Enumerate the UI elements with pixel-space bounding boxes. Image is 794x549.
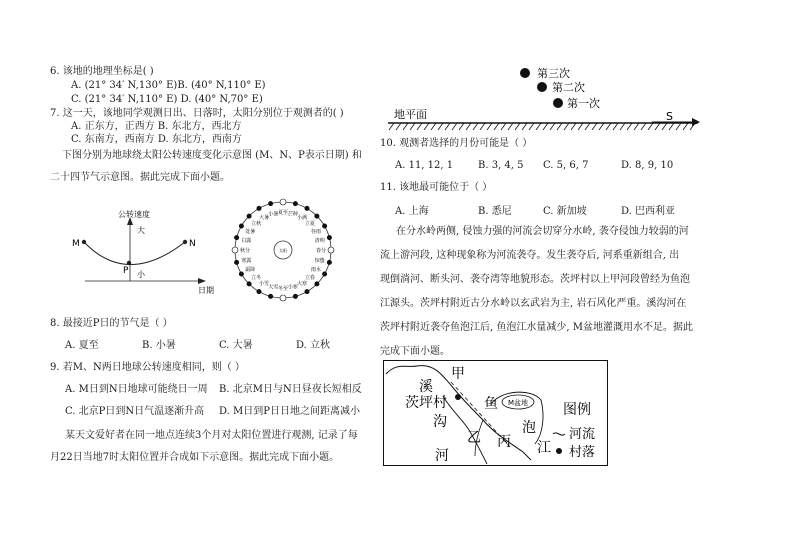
- direction-arrowhead: [692, 118, 700, 126]
- q8-option-b: B. 小暑: [142, 340, 176, 351]
- solar-term-label-11: 白露: [241, 238, 252, 245]
- map-label-gou: 沟: [433, 414, 447, 430]
- solar-term-label-7: 小暑: [268, 211, 279, 218]
- q11-option-b: B. 悉尼: [478, 206, 512, 217]
- earth-position-17: [268, 294, 272, 298]
- solar-term-label-4: 小满: [296, 215, 308, 222]
- q9-option-c: C. 北京P日到N日气温逐渐升高: [65, 406, 205, 417]
- q10-stem: 10. 观测者选择的月份可能是（ ）: [380, 138, 533, 149]
- q10-option-a: A. 11, 12, 1: [395, 160, 454, 171]
- passage-line2: 流上游河段, 这种现象称为河流袭夺。发生袭夺后, 河系重新组合, 出: [380, 250, 680, 261]
- q9-option-d: D. M日到P日日地之间距离减小: [219, 406, 360, 417]
- label-p: P: [123, 266, 129, 276]
- earth-position-20: [305, 289, 309, 293]
- sun-obs-2: [537, 82, 547, 92]
- q9-option-b: B. 北京M日与N日昼夜长短相反: [219, 384, 362, 395]
- q8-option-a: A. 夏至: [65, 340, 99, 351]
- solar-term-label-22: 雨水: [310, 267, 321, 273]
- direction-s: S: [666, 110, 673, 123]
- label-n: N: [189, 239, 196, 249]
- solar-term-label-23: 惊蛰: [314, 257, 325, 264]
- solar-term-label-21: 立春: [304, 274, 315, 281]
- q7-stem: 7. 这一天，该地同学观测日出、日落时，太阳分别位于观测者的( ): [50, 108, 344, 119]
- solar-term-label-1: 清明: [314, 238, 325, 245]
- label-m: M: [72, 239, 80, 249]
- q10-option-c: C. 5, 6, 7: [543, 160, 589, 171]
- speed-curve: [84, 242, 185, 265]
- map-label-village: 茨坪村: [405, 395, 447, 411]
- intro-sun-line1: 某天文爱好者在同一地点连续3个月对太阳位置进行观测, 记录了每: [65, 430, 358, 441]
- solar-term-label-17: 大雪: [268, 284, 279, 291]
- q11-option-d: D. 巴西利亚: [621, 206, 676, 217]
- q6-options-cd: C. (21° 34′ N,110° E) D. (40° N,70° E): [71, 94, 263, 105]
- q11-stem: 11. 该地最可能位于（ ）: [380, 182, 493, 193]
- earth-position-18: [280, 295, 286, 301]
- earth-position-6: [280, 199, 286, 205]
- intro-seasons-line2: 二十四节气示意图。据此完成下面小题。: [50, 172, 230, 183]
- q11-option-a: A. 上海: [395, 206, 429, 217]
- q8-option-c: C. 大暑: [219, 340, 253, 351]
- sun-observation-diagram: [380, 58, 720, 138]
- q11-option-c: C. 新加坡: [543, 206, 587, 217]
- earth-position-10: [239, 224, 243, 228]
- q6-options-ab: A. (21° 34′ N,130° E)B. (40° N,110° E): [71, 80, 266, 91]
- obs-2-label: 第二次: [552, 81, 585, 94]
- earth-position-14: [239, 272, 243, 276]
- point-m: [82, 240, 86, 244]
- sun-obs-1: [553, 98, 563, 108]
- solar-term-label-8: 大暑: [258, 215, 270, 222]
- map-label-yu: 鱼: [484, 396, 498, 412]
- ground-hatching: [389, 123, 695, 130]
- sun-obs-3: [520, 68, 530, 78]
- q9-stem: 9. 若M、N两日地球公转速度相同，则（ ）: [50, 362, 245, 373]
- legend-river: 河流: [569, 427, 596, 442]
- earth-position-9: [247, 214, 251, 218]
- map-label-pao: 泡: [522, 420, 536, 436]
- passage-line6: 完成下面小题。: [380, 346, 450, 357]
- earth-position-2: [322, 224, 326, 228]
- earth-position-16: [257, 289, 261, 293]
- earth-position-5: [293, 201, 297, 205]
- sun-label: 太阳: [279, 248, 287, 253]
- map-label-he: 河: [435, 448, 449, 464]
- solar-term-label-6: 夏至: [277, 210, 289, 216]
- x-axis-label: 日期: [198, 286, 214, 295]
- passage-line1: 在分水岭两侧, 侵蚀力强的河流会切穿分水岭, 袭夺侵蚀力较弱的河: [396, 226, 689, 237]
- map-label-basin: M盆地: [507, 399, 529, 407]
- obs-3-label: 第三次: [537, 67, 570, 80]
- orbital-speed-diagram: [70, 205, 220, 295]
- solar-term-label-5: 芒种: [287, 211, 298, 218]
- earth-position-22: [322, 272, 326, 276]
- q10-option-d: D. 8, 9, 10: [621, 160, 674, 171]
- map-label-bing: 丙: [497, 434, 511, 450]
- map-label-xi: 溪: [419, 379, 433, 395]
- q7-option-cd: C. 东南方，西南方 D. 东北方，西南方: [71, 134, 242, 145]
- earth-position-12: [232, 247, 238, 253]
- point-p: [127, 261, 131, 265]
- map-label-jiang: 江: [537, 440, 551, 456]
- earth-position-19: [293, 294, 297, 298]
- solar-term-label-14: 霜降: [245, 267, 256, 273]
- earth-position-21: [315, 282, 319, 286]
- solar-term-label-3: 立夏: [304, 221, 315, 228]
- solar-term-label-16: 小雪: [258, 280, 270, 287]
- map-label-yi: 乙: [467, 430, 481, 446]
- earth-position-8: [257, 206, 261, 210]
- passage-line5: 茨坪村附近袭夺鱼泡江后, 鱼泡江水量减少, M盆地灌溉用水不足。据此: [380, 322, 693, 333]
- intro-sun-line2: 月22日当地7时太阳位置并合成如下示意图。据此完成下面小题。: [50, 452, 340, 463]
- passage-line3: 现倒淌河、断头河、袭夺湾等地貌形态。茨坪村以上甲河段曾经为鱼泡: [380, 274, 690, 285]
- earth-position-11: [234, 235, 238, 239]
- legend-title: 图例: [563, 402, 591, 418]
- q6-stem: 6. 该地的地理坐标是( ): [50, 66, 154, 77]
- solar-term-label-18: 冬至: [277, 286, 289, 292]
- legend-village-icon: [556, 448, 562, 454]
- solar-term-label-13: 寒露: [241, 257, 252, 264]
- solar-term-label-19: 小寒: [287, 284, 298, 291]
- q8-stem: 8. 最接近P日的节气是（ ）: [50, 318, 173, 329]
- legend-village: 村落: [569, 445, 596, 460]
- label-small: 小: [137, 270, 145, 279]
- obs-1-label: 第一次: [567, 97, 600, 110]
- q7-option-ab: A. 正东方，正西方 B. 东北方，西北方: [71, 121, 242, 132]
- solar-term-label-9: 立秋: [251, 221, 262, 228]
- earth-position-13: [234, 260, 238, 264]
- solar-terms-diagram: [218, 188, 348, 313]
- solar-term-label-12: 秋分: [239, 248, 251, 254]
- river-capture-map: [383, 360, 608, 466]
- q10-option-b: B. 3, 4, 5: [478, 160, 524, 171]
- village-marker: [455, 394, 461, 400]
- intro-seasons-line1: 下图分别为地球绕太阳公转速度变化示意图 (M、N、P表示日期) 和: [62, 150, 362, 161]
- solar-term-label-0: 春分: [315, 248, 327, 254]
- earth-position-1: [327, 235, 331, 239]
- solar-term-label-15: 立冬: [251, 274, 262, 281]
- map-label-jia: 甲: [451, 366, 465, 382]
- earth-position-0: [328, 247, 334, 253]
- point-n: [183, 240, 187, 244]
- earth-position-4: [305, 206, 309, 210]
- legend-river-icon: [553, 433, 565, 435]
- q8-option-d: D. 立秋: [296, 340, 331, 351]
- earth-position-23: [327, 260, 331, 264]
- earth-position-15: [247, 282, 251, 286]
- solar-term-label-2: 谷雨: [310, 229, 321, 235]
- label-big: 大: [137, 226, 145, 235]
- passage-line4: 江源头。茨坪村附近古分水岭以玄武岩为主, 岩石风化严重。溪沟河在: [380, 298, 687, 309]
- horizon-label: 地平面: [394, 108, 427, 121]
- earth-position-3: [315, 214, 319, 218]
- earth-position-7: [268, 201, 272, 205]
- solar-term-label-10: 处暑: [245, 229, 256, 235]
- x-axis-arrow: [198, 278, 206, 284]
- y-axis-label: 公转速度: [118, 210, 150, 219]
- solar-term-label-20: 大寒: [296, 280, 308, 287]
- q9-option-a: A. M日到N日地球可能绕日一周: [65, 384, 208, 395]
